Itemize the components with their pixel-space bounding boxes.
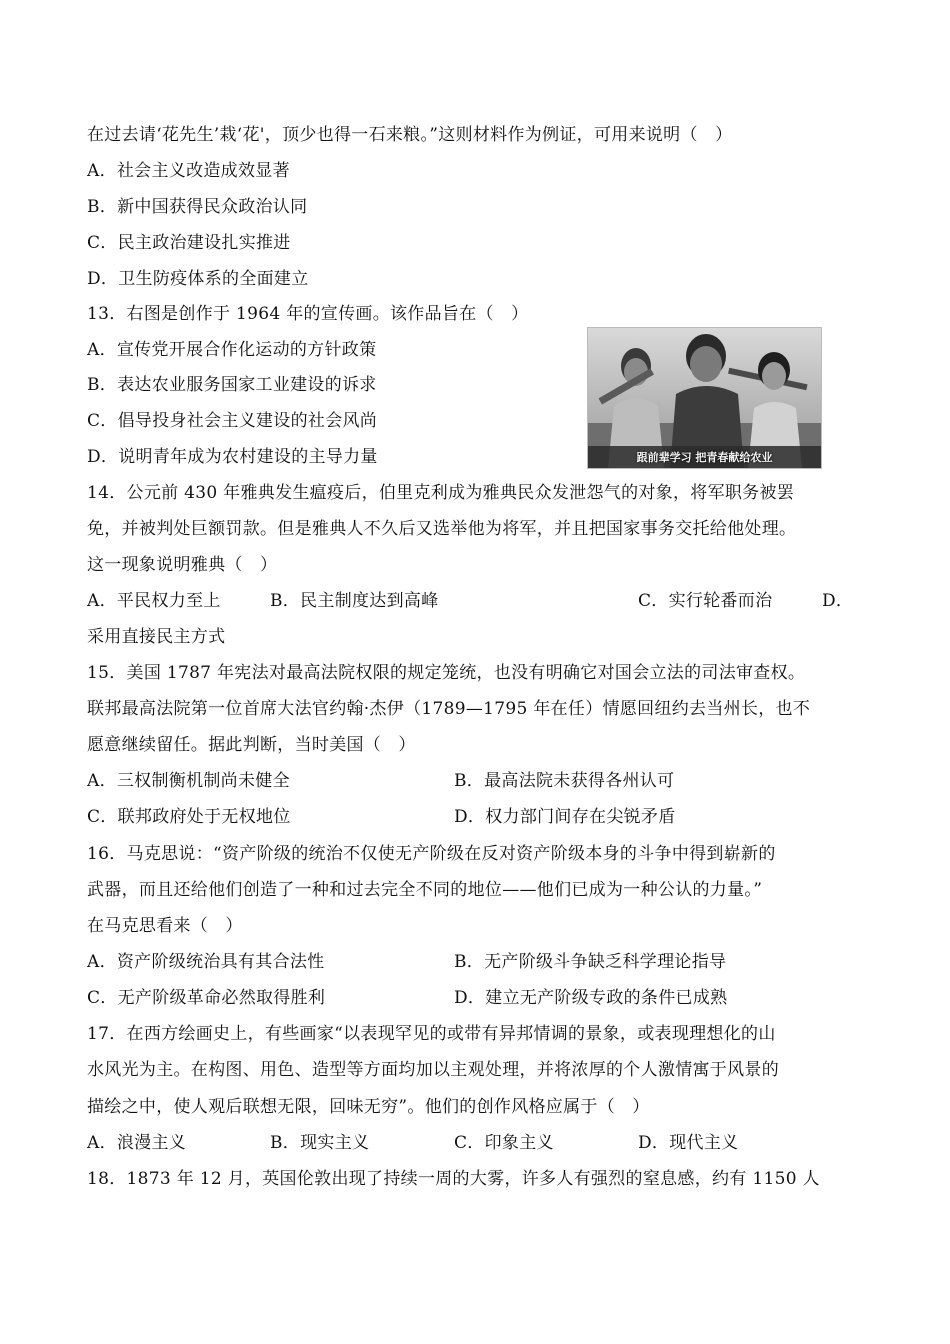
propaganda-poster-image — [587, 327, 822, 469]
q14-option-b: B．民主制度达到高峰 — [270, 591, 439, 611]
text-line: 描绘之中，使人观后联想无限，回味无穷”。他们的创作风格应属于（ ） — [87, 1097, 650, 1117]
q13-option-b: B．表达农业服务国家工业建设的诉求 — [87, 375, 377, 395]
question-18: 18．1873 年 12 月，英国伦敦出现了持续一周的大雾，许多人有强烈的窒息感，约有 1150 人 — [87, 1169, 820, 1189]
q15-option-c: C．联邦政府处于无权地位 — [87, 807, 291, 827]
text-line: 在马克思看来（ ） — [87, 916, 243, 936]
q15-option-d: D．权力部门间存在尖锐矛盾 — [454, 807, 676, 827]
option-a: A．社会主义改造成效显著 — [87, 161, 290, 181]
question-13: 13．右图是创作于 1964 年的宣传画。该作品旨在（ ） — [87, 304, 529, 324]
text-line: 联邦最高法院第一位首席大法官约翰·杰伊（1789—1795 年在任）情愿回纽约去当州长，也不 — [87, 699, 811, 719]
q17-option-a: A．浪漫主义 — [87, 1133, 187, 1153]
question-15: 15．美国 1787 年宪法对最高法院权限的规定笼统，也没有明确它对国会立法的司法审查权。 — [87, 663, 806, 683]
q16-option-d: D．建立无产阶级专政的条件已成熟 — [454, 988, 728, 1008]
text-line: 水风光为主。在构图、用色、造型等方面均加以主观处理，并将浓厚的个人激情寓于风景的 — [87, 1060, 779, 1080]
text-line: 愿意继续留任。据此判断，当时美国（ ） — [87, 735, 416, 755]
q15-option-a: A．三权制衡机制尚未健全 — [87, 771, 290, 791]
q16-option-b: B．无产阶级斗争缺乏科学理论指导 — [454, 952, 727, 972]
text-line: 这一现象说明雅典（ ） — [87, 555, 278, 575]
text-line: 免，并被判处巨额罚款。但是雅典人不久后又选举他为将军，并且把国家事务交托给他处理。 — [87, 519, 797, 539]
q16-option-c: C．无产阶级革命必然取得胜利 — [87, 988, 326, 1008]
poster-illustration — [588, 328, 821, 468]
q13-option-c: C．倡导投身社会主义建设的社会风尚 — [87, 411, 378, 431]
q17-option-b: B．现实主义 — [270, 1133, 370, 1153]
q17-option-c: C．印象主义 — [454, 1133, 554, 1153]
option-b: B．新中国获得民众政治认同 — [87, 197, 308, 217]
poster-caption: 跟前辈学习 把青春献给农业 — [636, 451, 773, 464]
text-line: 在过去请‘花先生’栽‘花'，顶少也得一石来粮。”这则材料作为例证，可用来说明（ ） — [87, 125, 733, 145]
q17-option-d: D．现代主义 — [638, 1133, 739, 1153]
option-c: C．民主政治建设扎实推进 — [87, 233, 291, 253]
q14-option-c: C．实行轮番而治 — [638, 591, 773, 611]
question-17: 17．在西方绘画史上，有些画家“以表现罕见的或带有异邦情调的景象，或表现理想化的山 — [87, 1024, 776, 1044]
q14-option-d-text: 采用直接民主方式 — [87, 627, 226, 647]
text-line: 武器，而且还给他们创造了一种和过去完全不同的地位——他们已成为一种公认的力量。” — [87, 880, 763, 900]
q14-option-d: D． — [822, 591, 854, 611]
q15-option-b: B．最高法院未获得各州认可 — [454, 771, 675, 791]
q16-option-a: A．资产阶级统治具有其合法性 — [87, 952, 325, 972]
question-16: 16．马克思说：“资产阶级的统治不仅使无产阶级在反对资产阶级本身的斗争中得到崭新的 — [87, 844, 776, 864]
option-d: D．卫生防疫体系的全面建立 — [87, 269, 309, 289]
q13-option-d: D．说明青年成为农村建设的主导力量 — [87, 447, 378, 467]
q14-option-a: A．平民权力至上 — [87, 591, 221, 611]
question-14: 14．公元前 430 年雅典发生瘟疫后，伯里克利成为雅典民众发泄怨气的对象，将军职务被罢 — [87, 483, 795, 503]
q13-option-a: A．宣传党开展合作化运动的方针政策 — [87, 340, 377, 360]
